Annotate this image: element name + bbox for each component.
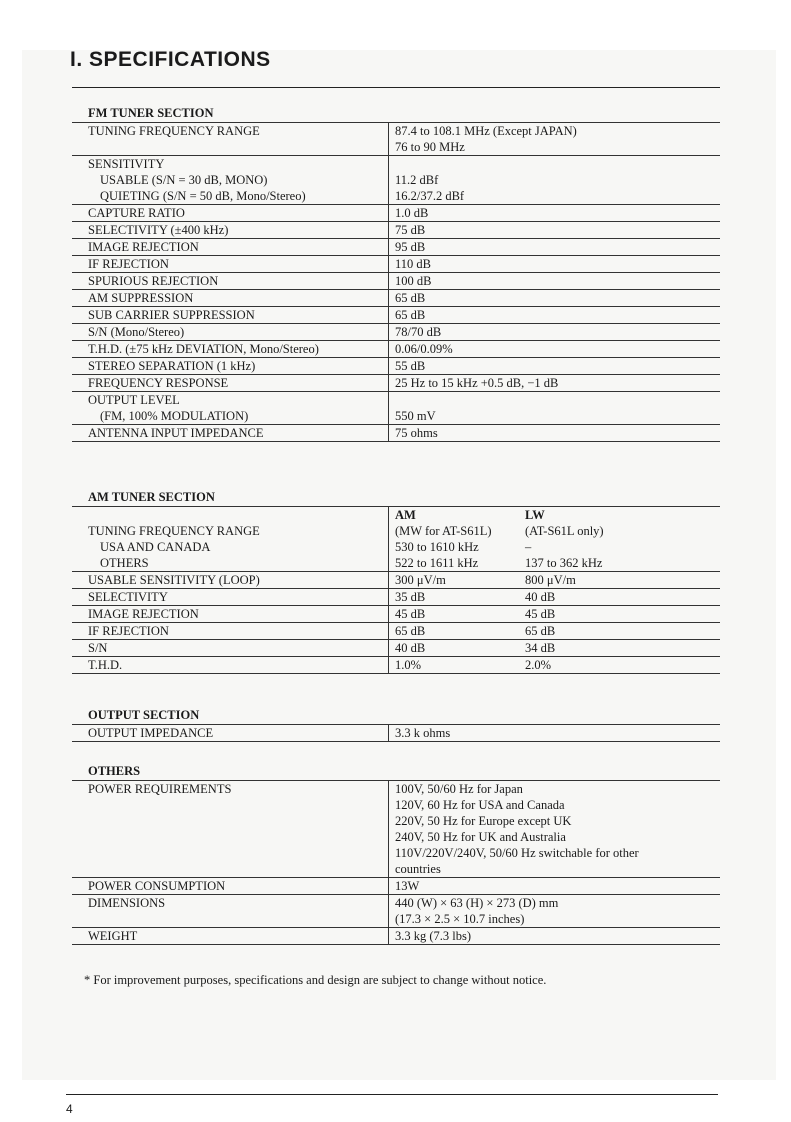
footer-rule — [66, 1094, 718, 1095]
am-value: 65 dB — [389, 623, 520, 640]
table-row — [72, 324, 720, 341]
text-line: 3.3 kg (7.3 lbs) — [395, 929, 472, 943]
table-row — [72, 507, 720, 572]
row-label — [72, 878, 389, 895]
row-value — [389, 781, 721, 878]
row-value — [389, 156, 721, 205]
text-line: 100V, 50/60 Hz for Japan — [395, 782, 523, 796]
row-value — [389, 878, 721, 895]
table-row — [72, 657, 720, 674]
text-line: SUB CARRIER SUPPRESSION — [88, 308, 255, 322]
text-line: 3.3 k ohms — [395, 726, 451, 740]
text-line — [395, 392, 720, 408]
text-line: SENSITIVITY — [88, 157, 165, 171]
am-value: 40 dB — [389, 640, 520, 657]
lw-value: 65 dB — [525, 624, 556, 638]
table-row — [72, 375, 720, 392]
row-label — [72, 425, 389, 442]
spec-table — [72, 506, 720, 674]
row-value — [389, 222, 721, 239]
text-line: 65 dB — [395, 291, 426, 305]
lw-value: 40 dB — [525, 590, 556, 604]
text-line: TUNING FREQUENCY RANGE — [88, 124, 260, 138]
table-row — [72, 222, 720, 239]
row-value — [389, 256, 721, 273]
row-label — [72, 358, 389, 375]
text-line: POWER REQUIREMENTS — [88, 782, 232, 796]
row-label — [72, 895, 389, 928]
table-row — [72, 239, 720, 256]
label-line: TUNING FREQUENCY RANGE — [88, 524, 260, 538]
label-line: OTHERS — [100, 556, 149, 570]
text-line: FREQUENCY RESPONSE — [88, 376, 229, 390]
row-label — [72, 507, 389, 572]
others-section — [72, 762, 720, 945]
value-line: 137 to 362 kHz — [525, 556, 603, 570]
text-line: 65 dB — [395, 308, 426, 322]
table-row — [72, 606, 720, 623]
text-line: IMAGE REJECTION — [88, 240, 199, 254]
am-value: 45 dB — [389, 606, 520, 623]
section-heading: OTHERS — [88, 764, 141, 778]
text-line: QUIETING (S/N = 50 dB, Mono/Stereo) — [100, 189, 306, 203]
lw-value-cell — [519, 507, 720, 572]
table-row — [72, 878, 720, 895]
row-label: IMAGE REJECTION — [88, 607, 199, 621]
row-value — [389, 375, 721, 392]
fm-tuner-section — [72, 104, 720, 442]
table-row — [72, 290, 720, 307]
row-label: IF REJECTION — [88, 624, 169, 638]
text-line: CAPTURE RATIO — [88, 206, 185, 220]
text-line: 120V, 60 Hz for USA and Canada — [395, 798, 565, 812]
row-value — [389, 290, 721, 307]
value-line: 522 to 1611 kHz — [395, 556, 479, 570]
label-line: USA AND CANADA — [100, 540, 211, 554]
row-value — [389, 341, 721, 358]
lw-value: 800 μV/m — [525, 573, 576, 587]
text-line: 87.4 to 108.1 MHz (Except JAPAN) — [395, 124, 577, 138]
spec-table — [72, 780, 720, 945]
table-row — [72, 123, 720, 156]
table-row — [72, 781, 720, 878]
spec-table — [72, 122, 720, 442]
text-line: WEIGHT — [88, 929, 138, 943]
text-line: IF REJECTION — [88, 257, 169, 271]
am-value: 1.0% — [389, 657, 520, 674]
title-rule — [72, 87, 720, 88]
text-line: ANTENNA INPUT IMPEDANCE — [88, 426, 264, 440]
page-title: I. SPECIFICATIONS — [70, 48, 271, 71]
row-label: T.H.D. — [88, 658, 123, 672]
row-label: USABLE SENSITIVITY (LOOP) — [88, 573, 260, 587]
lw-column-header: LW — [525, 508, 545, 522]
text-line: 1.0 dB — [395, 206, 429, 220]
text-line: 110V/220V/240V, 50/60 Hz switchable for other — [395, 846, 639, 860]
table-row — [72, 928, 720, 945]
section-heading: FM TUNER SECTION — [88, 106, 214, 120]
row-label — [72, 239, 389, 256]
value-line: – — [525, 540, 532, 554]
row-label — [72, 256, 389, 273]
value-line: (AT-S61L only) — [525, 524, 604, 538]
row-label — [72, 375, 389, 392]
row-label — [72, 123, 389, 156]
am-value-cell — [389, 507, 520, 572]
text-line: 220V, 50 Hz for Europe except UK — [395, 814, 572, 828]
table-row — [72, 256, 720, 273]
table-row — [72, 341, 720, 358]
text-line: (FM, 100% MODULATION) — [100, 409, 249, 423]
am-column-header: AM — [395, 508, 416, 522]
row-label — [72, 928, 389, 945]
output-table-body — [72, 725, 720, 742]
text-line: 0.06/0.09% — [395, 342, 453, 356]
row-value — [389, 392, 721, 425]
row-value — [389, 928, 721, 945]
text-line: 110 dB — [395, 257, 431, 271]
am-table-body — [72, 507, 720, 674]
row-label — [72, 781, 389, 878]
text-line: 16.2/37.2 dBf — [395, 189, 465, 203]
text-line: POWER CONSUMPTION — [88, 879, 226, 893]
row-label: SELECTIVITY — [88, 590, 168, 604]
text-line: 75 dB — [395, 223, 426, 237]
am-tuner-section — [72, 488, 720, 674]
text-line: 76 to 90 MHz — [395, 140, 465, 154]
table-row — [72, 307, 720, 324]
row-value — [389, 358, 721, 375]
text-line: SELECTIVITY (±400 kHz) — [88, 223, 229, 237]
row-value — [389, 239, 721, 256]
text-line: OUTPUT LEVEL — [88, 393, 180, 407]
row-value — [389, 895, 721, 928]
row-value — [389, 273, 721, 290]
row-label — [72, 341, 389, 358]
text-line: T.H.D. (±75 kHz DEVIATION, Mono/Stereo) — [88, 342, 319, 356]
text-line: STEREO SEPARATION (1 kHz) — [88, 359, 256, 373]
table-row — [72, 589, 720, 606]
value-line: 530 to 1610 kHz — [395, 540, 479, 554]
table-row — [72, 572, 720, 589]
table-row — [72, 623, 720, 640]
row-label — [72, 392, 389, 425]
text-line: 95 dB — [395, 240, 426, 254]
output-section — [72, 706, 720, 742]
row-label — [72, 324, 389, 341]
fm-table-body — [72, 123, 720, 442]
page-number: 4 — [66, 1102, 73, 1116]
value-line: (MW for AT-S61L) — [395, 524, 492, 538]
text-line: 13W — [395, 879, 420, 893]
text-line: (17.3 × 2.5 × 10.7 inches) — [395, 912, 525, 926]
text-line: DIMENSIONS — [88, 896, 166, 910]
row-value — [389, 123, 721, 156]
table-row — [72, 425, 720, 442]
row-label — [72, 725, 389, 742]
spec-table — [72, 724, 720, 742]
section-heading: AM TUNER SECTION — [88, 490, 215, 504]
text-line: AM SUPPRESSION — [88, 291, 194, 305]
text-line: OUTPUT IMPEDANCE — [88, 726, 214, 740]
text-line: countries — [395, 862, 441, 876]
text-line: 11.2 dBf — [395, 173, 439, 187]
row-label — [72, 222, 389, 239]
table-row — [72, 205, 720, 222]
text-line: SPURIOUS REJECTION — [88, 274, 219, 288]
lw-value: 2.0% — [525, 658, 552, 672]
text-line: 78/70 dB — [395, 325, 442, 339]
table-row — [72, 273, 720, 290]
text-line — [395, 156, 720, 172]
text-line: USABLE (S/N = 30 dB, MONO) — [100, 173, 268, 187]
row-value — [389, 725, 721, 742]
row-label — [72, 273, 389, 290]
text-line: 100 dB — [395, 274, 432, 288]
text-line: 75 ohms — [395, 426, 438, 440]
text-line: 25 Hz to 15 kHz +0.5 dB, −1 dB — [395, 376, 559, 390]
text-line: 550 mV — [395, 409, 436, 423]
row-label — [72, 290, 389, 307]
row-label: S/N — [88, 641, 108, 655]
table-row — [72, 895, 720, 928]
table-row — [72, 392, 720, 425]
others-table-body — [72, 781, 720, 945]
table-row — [72, 640, 720, 657]
table-row — [72, 725, 720, 742]
table-row — [72, 156, 720, 205]
text-line: S/N (Mono/Stereo) — [88, 325, 185, 339]
row-value — [389, 205, 721, 222]
row-label — [72, 307, 389, 324]
table-row — [72, 358, 720, 375]
section-heading: OUTPUT SECTION — [88, 708, 200, 722]
text-line: 240V, 50 Hz for UK and Australia — [395, 830, 566, 844]
lw-value: 34 dB — [525, 641, 556, 655]
am-value: 300 μV/m — [389, 572, 520, 589]
footnote: * For improvement purposes, specifications and design are subject to change without notice. — [84, 973, 547, 987]
row-value — [389, 324, 721, 341]
row-label — [72, 205, 389, 222]
text-line: 440 (W) × 63 (H) × 273 (D) mm — [395, 896, 559, 910]
row-label — [72, 156, 389, 205]
am-value: 35 dB — [389, 589, 520, 606]
row-value — [389, 425, 721, 442]
lw-value: 45 dB — [525, 607, 556, 621]
row-value — [389, 307, 721, 324]
text-line: 55 dB — [395, 359, 426, 373]
